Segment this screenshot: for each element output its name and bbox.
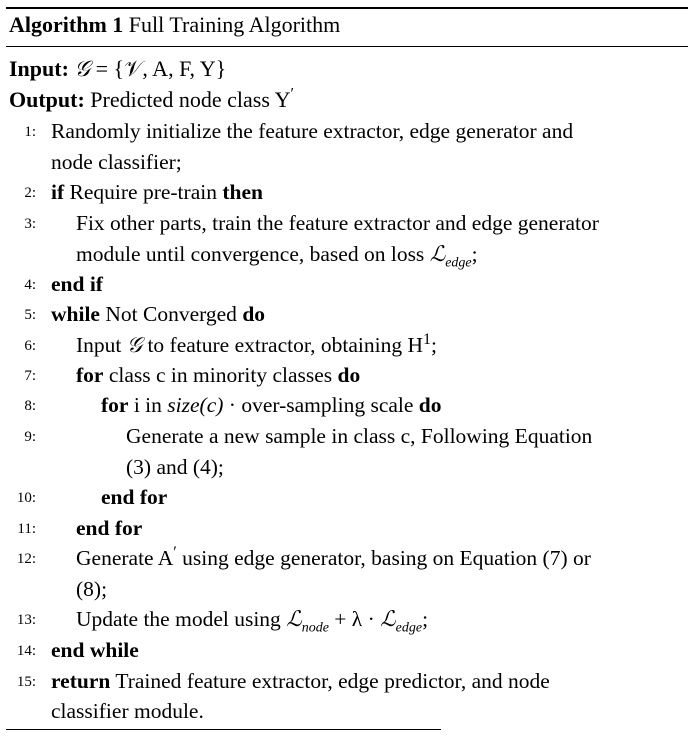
line-text: to feature extractor, obtaining H bbox=[147, 333, 423, 357]
line-text: classifier module. bbox=[51, 699, 204, 723]
loss-subscript: edge bbox=[395, 620, 423, 636]
loss-subscript: edge bbox=[445, 255, 472, 271]
keyword-for: for bbox=[76, 363, 104, 387]
line-number: 13: bbox=[16, 612, 36, 628]
loss-subscript: node bbox=[301, 620, 329, 636]
graph-symbol: 𝒢 bbox=[126, 333, 143, 358]
keyword-for: for bbox=[101, 393, 129, 417]
line-text: Generate a new sample in class c, Following Equation bbox=[126, 424, 593, 448]
loss-symbol: ℒ bbox=[380, 607, 396, 632]
line-number: 14: bbox=[16, 643, 36, 659]
keyword-end-for: end for bbox=[76, 516, 143, 540]
algorithm-caption bbox=[9, 11, 340, 39]
keyword-do: do bbox=[242, 302, 266, 326]
output-line: Output: Predicted node class Y′ bbox=[9, 85, 294, 112]
line-text: node classifier; bbox=[51, 150, 182, 174]
caption-rule bbox=[6, 46, 688, 47]
line-number: 2: bbox=[24, 185, 36, 201]
line-text: class c in minority classes bbox=[108, 363, 333, 387]
line-text: module until convergence, based on loss bbox=[76, 242, 425, 266]
graph-symbol: 𝒢 bbox=[74, 57, 91, 82]
line-text: i in bbox=[133, 393, 162, 417]
top-rule bbox=[6, 7, 688, 9]
bottom-rule bbox=[6, 729, 441, 730]
algorithm-title: Full Training Algorithm bbox=[128, 12, 341, 37]
size-argument: (c) bbox=[199, 393, 224, 417]
keyword-end-if: end if bbox=[51, 272, 103, 296]
size-function: size bbox=[167, 393, 200, 417]
input-keyword: Input: bbox=[9, 56, 69, 81]
line-number: 11: bbox=[17, 521, 36, 537]
loss-symbol: ℒ bbox=[286, 607, 302, 632]
output-keyword: Output: bbox=[9, 87, 85, 112]
keyword-then: then bbox=[222, 180, 263, 204]
line-number: 9: bbox=[24, 429, 36, 445]
line-text: (3) and (4); bbox=[126, 455, 224, 479]
line-number: 3: bbox=[24, 216, 36, 232]
keyword-if: if bbox=[51, 180, 65, 204]
line-number: 8: bbox=[24, 398, 36, 414]
output-text: Predicted node class Y bbox=[90, 87, 291, 112]
keyword-return: return bbox=[51, 669, 111, 693]
line-number: 5: bbox=[24, 307, 36, 323]
line-number: 7: bbox=[24, 368, 36, 384]
operator: + λ · bbox=[334, 607, 375, 631]
input-line bbox=[9, 55, 226, 84]
loss-symbol: ℒ bbox=[429, 242, 446, 267]
keyword-end-for: end for bbox=[101, 485, 168, 509]
keyword-do: do bbox=[337, 363, 361, 387]
line-text: Trained feature extractor, edge predictor, and node bbox=[115, 669, 550, 693]
line-text: Require pre-train bbox=[69, 180, 217, 204]
line-number: 1: bbox=[24, 124, 36, 140]
line-text: Randomly initialize the feature extractor, edge generator and bbox=[51, 119, 574, 143]
line-text: Not Converged bbox=[105, 302, 237, 326]
line-number: 15: bbox=[16, 674, 36, 690]
line-number: 12: bbox=[16, 551, 36, 567]
keyword-while: while bbox=[51, 302, 100, 326]
line-number: 4: bbox=[24, 277, 36, 293]
keyword-end-while: end while bbox=[51, 638, 139, 662]
line-text: Fix other parts, train the feature extractor and edge generator bbox=[76, 211, 599, 235]
keyword-do: do bbox=[418, 393, 442, 417]
line-text: Generate A bbox=[76, 546, 174, 570]
line-text: (8); bbox=[76, 577, 108, 601]
line-text: using edge generator, basing on Equation (7) or bbox=[182, 546, 591, 570]
line-number: 10: bbox=[16, 490, 36, 506]
line-number: 6: bbox=[24, 338, 36, 354]
line-text: Input bbox=[76, 333, 122, 357]
input-set: {𝒱, A, F, Y} bbox=[113, 56, 227, 81]
algorithm-label: Algorithm 1 bbox=[9, 12, 124, 37]
line-text: Update the model using bbox=[76, 607, 281, 631]
line-text: · over-sampling scale bbox=[228, 393, 414, 417]
superscript: 1 bbox=[423, 330, 431, 348]
equals-sign: = bbox=[95, 56, 109, 81]
